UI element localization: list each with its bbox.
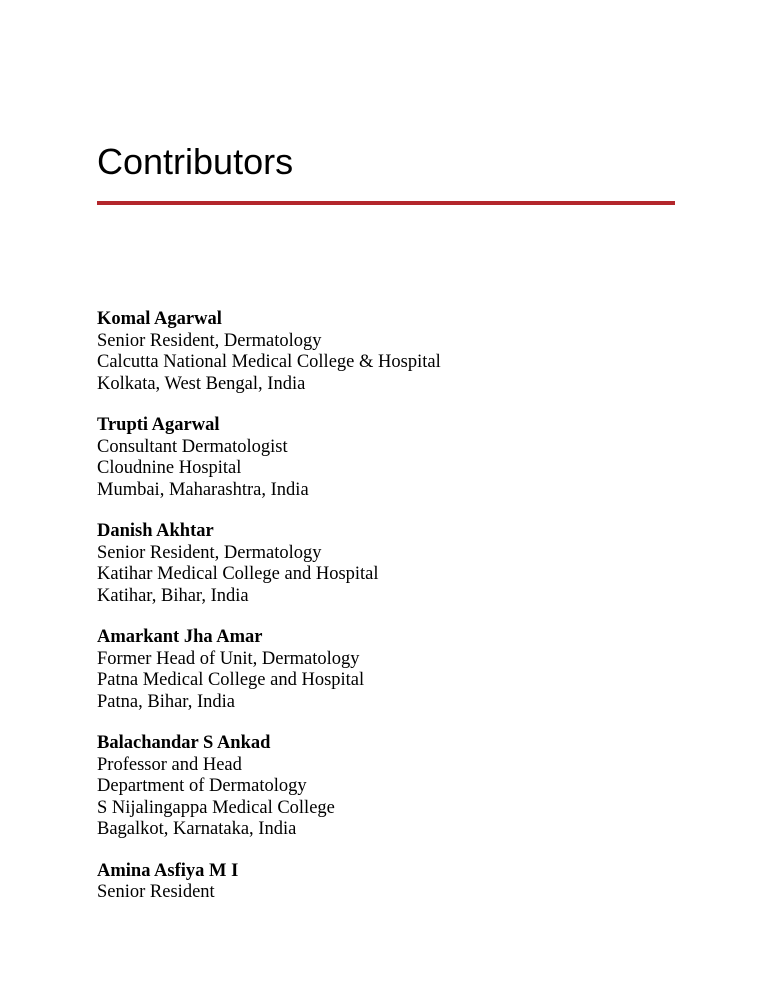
contributor-position: Consultant Dermatologist xyxy=(97,436,288,457)
contributor-location: Bagalkot, Karnataka, India xyxy=(97,819,297,839)
contributor-position: Senior Resident, Dermatology xyxy=(97,330,322,351)
contributor-institution: Patna Medical College and Hospital xyxy=(97,670,365,690)
contributor-entry xyxy=(97,733,697,841)
contributor-entry xyxy=(97,521,697,607)
contributor-name: Komal Agarwal xyxy=(97,309,222,329)
contributor-entry xyxy=(97,627,697,713)
contributor-institution: Cloudnine Hospital xyxy=(97,458,242,478)
contributor-name: Balachandar S Ankad xyxy=(97,733,271,753)
contributor-location: Patna, Bihar, India xyxy=(97,691,235,712)
contributor-entry xyxy=(97,415,697,501)
contributor-location: Kolkata, West Bengal, India xyxy=(97,373,306,394)
contributor-name: Amina Asfiya M I xyxy=(97,860,239,881)
contributor-name: Trupti Agarwal xyxy=(97,415,220,435)
contributor-position: Former Head of Unit, Dermatology xyxy=(97,648,360,669)
title-underline-rule xyxy=(97,201,675,205)
contributor-department: Department of Dermatology xyxy=(97,776,307,796)
contributor-entry xyxy=(97,309,697,395)
contributor-name: Amarkant Jha Amar xyxy=(97,627,263,647)
contributors-list xyxy=(97,309,697,924)
contributor-institution: Katihar Medical College and Hospital xyxy=(97,564,379,584)
contributor-name: Danish Akhtar xyxy=(97,521,214,541)
contributor-position: Professor and Head xyxy=(97,754,242,775)
contributor-location: Katihar, Bihar, India xyxy=(97,585,249,606)
contributor-institution: Calcutta National Medical College & Hospital xyxy=(97,352,441,372)
contributor-position: Senior Resident, Dermatology xyxy=(97,542,322,563)
contributor-location: Mumbai, Maharashtra, India xyxy=(97,479,309,500)
contributor-position: Senior Resident xyxy=(97,882,215,902)
page-title: Contributors xyxy=(97,141,294,182)
contributor-entry xyxy=(97,861,697,904)
contributor-institution: S Nijalingappa Medical College xyxy=(97,797,335,818)
